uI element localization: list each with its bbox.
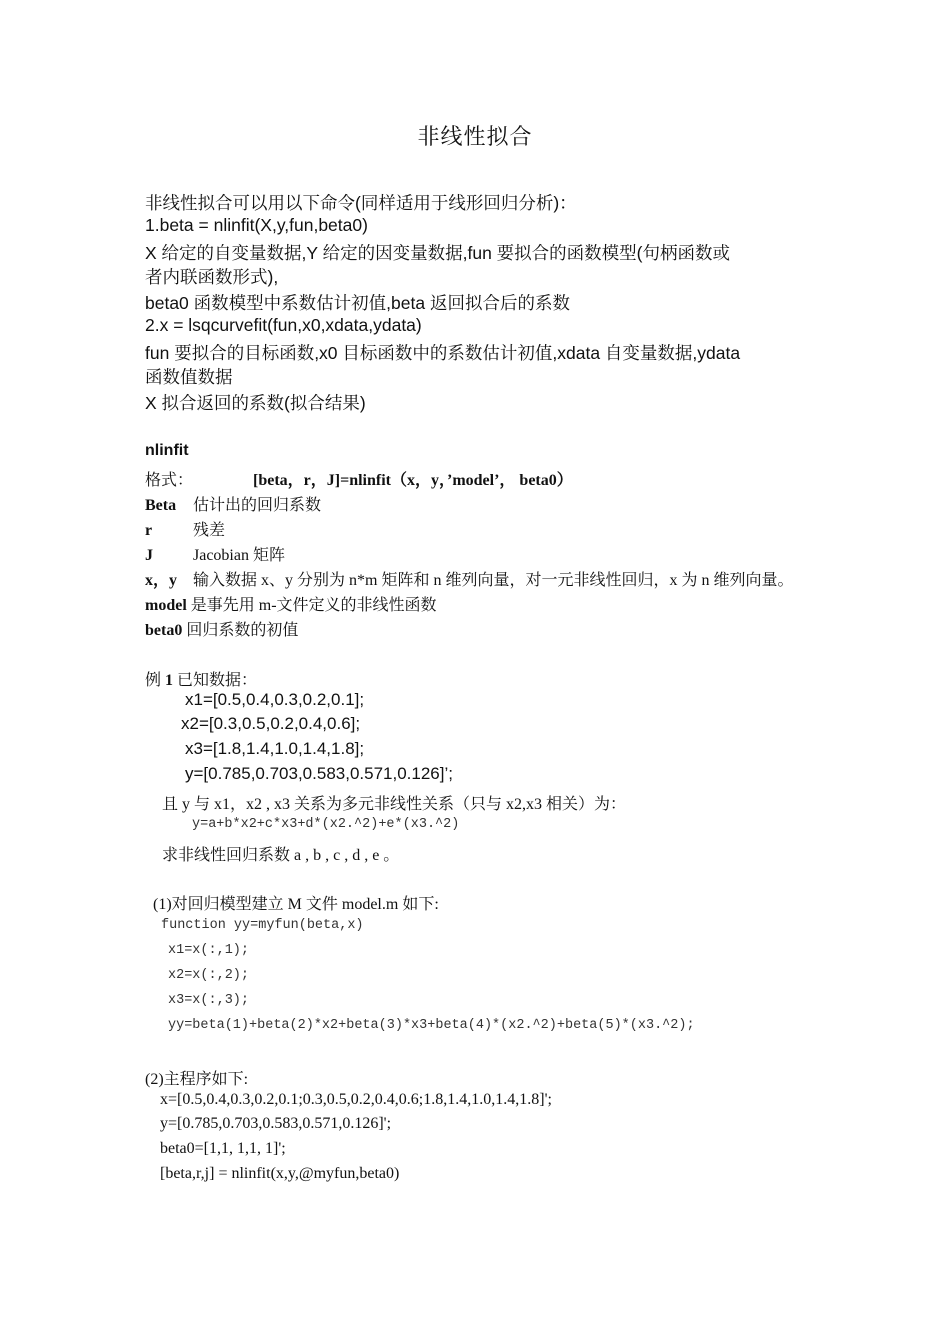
format-line xyxy=(145,467,573,490)
param-desc: 残差 xyxy=(193,522,226,539)
param-desc: 输入数据 x、y 分别为 n*m 矩阵和 n 维列向量，对一元非线性回归，x 为 n 维列向量。 xyxy=(193,572,794,589)
example-data-line: x1=[0.5,0.4,0.3,0.2,0.1]; xyxy=(185,690,365,709)
example-data-line: x2=[0.3,0.5,0.2,0.4,0.6]; xyxy=(181,714,361,733)
example-data-line: y=[0.785,0.703,0.583,0.571,0.126]’; xyxy=(185,764,453,783)
code-line: x2=x(:,2); xyxy=(168,968,250,983)
formula: y=a+b*x2+c*x3+d*(x2.^2)+e*(x3.^2) xyxy=(192,817,460,832)
param-name: J xyxy=(145,547,153,564)
example-prefix: 例 xyxy=(145,672,166,689)
param-name: Beta xyxy=(145,497,177,514)
intro-line: 1.beta = nlinfit(X,y,fun,beta0) xyxy=(145,215,368,235)
intro-line: beta0 函数模型中系数估计初值,beta 返回拟合后的系数 xyxy=(145,293,570,313)
question-text: 求非线性回归系数 a , b , c , d , e 。 xyxy=(162,847,400,864)
param-desc: 回归系数的初值 xyxy=(182,622,299,639)
relation-text: 且 y 与 x1，x2 , x3 关系为多元非线性关系（只与 x2,x3 相关）为： xyxy=(162,796,627,813)
intro-line: fun 要拟合的目标函数,x0 目标函数中的系数估计初值,xdata 自变量数据,ydata xyxy=(145,343,741,363)
section-heading: nlinfit xyxy=(145,442,189,459)
param-name: x，y xyxy=(145,572,178,589)
step1-heading: (1)对回归模型建立 M 文件 model.m 如下: xyxy=(153,896,439,913)
format-label: 格式： xyxy=(145,472,194,489)
param-row xyxy=(145,592,437,615)
example-data-line: x3=[1.8,1.4,1.0,1.4,1.8]; xyxy=(185,739,365,758)
page-title: 非线性拟合 xyxy=(417,125,533,150)
example-intro xyxy=(145,667,257,690)
param-desc: Jacobian 矩阵 xyxy=(193,547,285,564)
param-row xyxy=(145,617,298,640)
format-value: [beta，r，J]=nlinfit（x，y，’model’， beta0） xyxy=(253,472,573,489)
example-number: 1 xyxy=(165,672,174,689)
param-row xyxy=(145,517,225,540)
code-line: x3=x(:,3); xyxy=(168,993,250,1008)
code-line: [beta,r,j] = nlinfit(x,y,@myfun,beta0) xyxy=(160,1165,400,1182)
intro-line: 函数值数据 xyxy=(145,367,233,387)
param-row xyxy=(145,567,793,590)
step2-heading: (2)主程序如下: xyxy=(145,1071,249,1088)
param-row xyxy=(145,492,321,515)
intro-line: 者内联函数形式), xyxy=(145,267,279,287)
code-line: yy=beta(1)+beta(2)*x2+beta(3)*x3+beta(4)*(x2.^2)+beta(5)*(x3.^2); xyxy=(168,1018,695,1033)
param-desc: 是事先用 m-文件定义的非线性函数 xyxy=(186,597,437,614)
intro-line: 非线性拟合可以用以下命令(同样适用于线形回归分析)： xyxy=(145,193,577,213)
param-name: beta0 xyxy=(145,622,183,639)
code-line: y=[0.785,0.703,0.583,0.571,0.126]'; xyxy=(160,1115,392,1132)
code-line: beta0=[1,1, 1,1, 1]'; xyxy=(160,1140,286,1157)
param-row xyxy=(145,542,285,565)
intro-line: X 拟合返回的系数(拟合结果) xyxy=(145,393,366,413)
code-line: function yy=myfun(beta,x) xyxy=(161,918,364,933)
param-name: r xyxy=(145,522,153,539)
intro-line: 2.x = lsqcurvefit(fun,x0,xdata,ydata) xyxy=(145,315,422,335)
code-line: x=[0.5,0.4,0.3,0.2,0.1;0.3,0.5,0.2,0.4,0.6;1.8,1.4,1.0,1.4,1.8]'; xyxy=(160,1091,552,1108)
param-name: model xyxy=(145,597,187,614)
param-desc: 估计出的回归系数 xyxy=(193,497,322,514)
code-line: x1=x(:,1); xyxy=(168,943,250,958)
example-suffix: 已知数据： xyxy=(173,672,258,689)
intro-line: X 给定的自变量数据,Y 给定的因变量数据,fun 要拟合的函数模型(句柄函数或 xyxy=(145,243,730,263)
